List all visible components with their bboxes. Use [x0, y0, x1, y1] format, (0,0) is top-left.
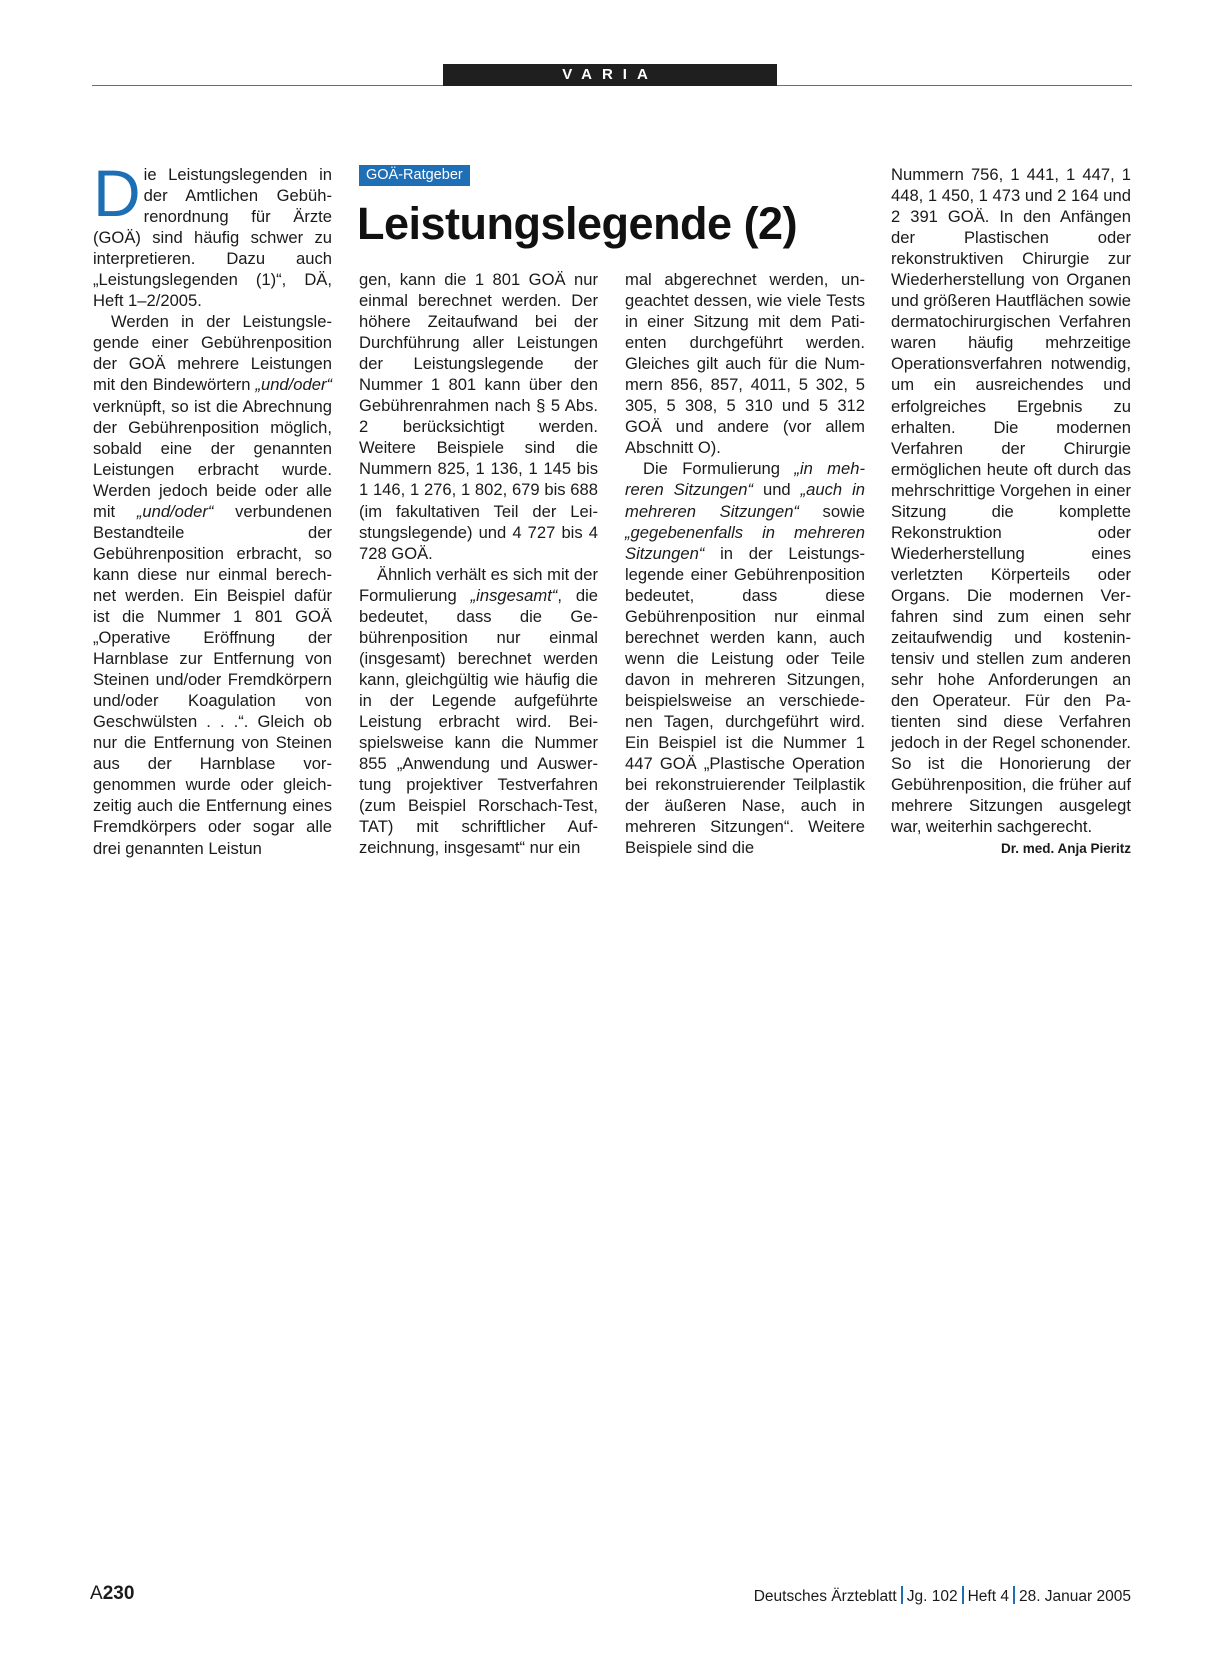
body-paragraph: Werden in der Leistungslegende einer Gebührenposition der GOÄ mehrere Leistungen mit den Bindewörtern „und/oder“ verknüpft, so ist die Abrechnung der Gebührenposition möglich, sobald eine der genannten Leistungen erbracht wurde. Werden jedoch beide oder alle mit „und/oder“ verbundenen Bestandteile der Gebührenposition erbracht, so kann diese nur einmal berechnet werden. Ein Beispiel dafür ist die Nummer 1 801 GOÄ „Operative Eröffnung der Harnblase zur Entfernung von Steinen und/oder Fremdkörpern und/oder Koagulation von Geschwülsten . . .“. Gleich ob nur die Entfernung von Steinen aus der Harnblase vorgenommen wurde oder gleichzeitig auch die Entfernung eines Fremdkörpers oder sogar alle drei genannten Leistun — [93, 312, 332, 858]
footer-citation — [754, 1586, 1131, 1606]
footer-separator — [901, 1586, 903, 1604]
footer-separator — [962, 1586, 964, 1604]
author-signature: Dr. med. Anja Pieritz — [1000, 840, 1131, 856]
journal-name: Deutsches Ärzteblatt — [753, 1588, 897, 1605]
body-paragraph: Ähnlich verhält es sich mit der Formulierung „insgesamt“, die bedeutet, dass die Gebührenposition nur einmal (insgesamt) berechnet werden kann, gleichgültig wie häufig die in der Legende aufgeführte Leistung erbracht wird. Beispielsweise kann die Nummer 855 „Anwendung und Auswertung projektiver Testverfahren (zum Beispiel Rorschach-Test, TAT) mit schriftlicher Aufzeichnung, insgesamt“ nur ein — [359, 564, 598, 858]
column-3 — [625, 269, 865, 858]
column-2 — [359, 269, 598, 858]
page-number: A230 — [90, 1583, 135, 1604]
body-paragraph: gen, kann die 1 801 GOÄ nur einmal berechnet werden. Der höhere Zeitaufwand bei der Durchführung aller Leistungen der Leistungslegende der Nummer 1 801 kann über den Gebührenrahmen nach § 5 Abs. 2 berücksichtigt werden. Weitere Beispiele sind die Nummern 825, 1 136, 1 145 bis 1 146, 1 276, 1 802, 679 bis 688 (im fakultativen Teil der Leistungslegende) und 4 727 bis 4 728 GOÄ. — [359, 270, 598, 563]
journal-volume: Jg. 102 — [906, 1588, 958, 1605]
journal-issue: Heft 4 — [967, 1588, 1009, 1605]
drop-cap: D — [93, 156, 141, 230]
footer-separator — [1013, 1586, 1015, 1604]
category-badge: GOÄ-Ratgeber — [359, 165, 470, 186]
column-1 — [93, 156, 332, 859]
section-label: VARIA — [443, 64, 777, 86]
intro-paragraph: Die Leistungslegenden in der Amtlichen Gebührenordnung für Ärzte (GOÄ) sind häufig schwer zu interpretieren. Dazu auch „Leistungslegenden (1)“, DÄ, Heft 1–2/2005. — [93, 156, 332, 311]
column-4 — [891, 164, 1131, 859]
body-paragraph: Nummern 756, 1 441, 1 447, 1 448, 1 450, 1 473 und 2 164 und 2 391 GOÄ. In den Anfängen der Plastischen oder rekonstruktiven Chirurgie zur Wiederherstellung von Organen und größeren Hautflächen sowie dermatochirurgischen Verfahren waren häufig mehrzeitige Operationsverfahren notwendig, um ein ausreichendes und erfolgreiches Ergebnis zu erhalten. Die modernen Verfahren der Chirurgie ermöglichen heute oft durch das mehrschrittige Vorgehen in einer Sitzung die komplette Rekonstruktion oder Wiederherstellung eines verletzten Körperteils oder Organs. Die modernen Verfahren sind zum einen sehr zeitaufwendig und kostenintensiv und stellen zum anderen sehr hohe Anforderungen an den Operateur. Für den Patienten sind diese Verfahren jedoch in der Regel schonender. So ist die Honorierung der Gebührenposition, die früher auf mehrere Sitzungen ausgelegt war, weiterhin sachgerecht. Dr. med. Anja Pieritz — [891, 164, 1131, 838]
body-paragraph: Die Formulierung „in mehreren Sitzungen“ und „auch in mehreren Sitzungen“ sowie „gegebenenfalls in mehreren Sitzungen“ in der Leistungslegende einer Gebührenposition bedeutet, dass diese Gebührenposition nur einmal berechnet werden kann, auch wenn die Leistung oder Teile davon in mehreren Sitzungen, beispielsweise an verschiedenen Tagen, durchgeführt wird. Ein Beispiel ist die Nummer 1 447 GOÄ „Plastische Operation bei rekonstruierender Teilplastik der äußeren Nase, auch in mehreren Sitzungen“. Weitere Beispiele sind die — [625, 459, 865, 858]
body-paragraph: mal abgerechnet werden, ungeachtet dessen, wie viele Tests in einer Sitzung mit dem Patienten durchgeführt werden. Gleiches gilt auch für die Nummern 856, 857, 4011, 5 302, 5 305, 5 308, 5 310 und 5 312 GOÄ und andere (vor allem Abschnitt O). — [625, 270, 865, 458]
issue-date: 28. Januar 2005 — [1018, 1588, 1131, 1605]
article-headline: Leistungslegende (2) — [357, 198, 798, 249]
